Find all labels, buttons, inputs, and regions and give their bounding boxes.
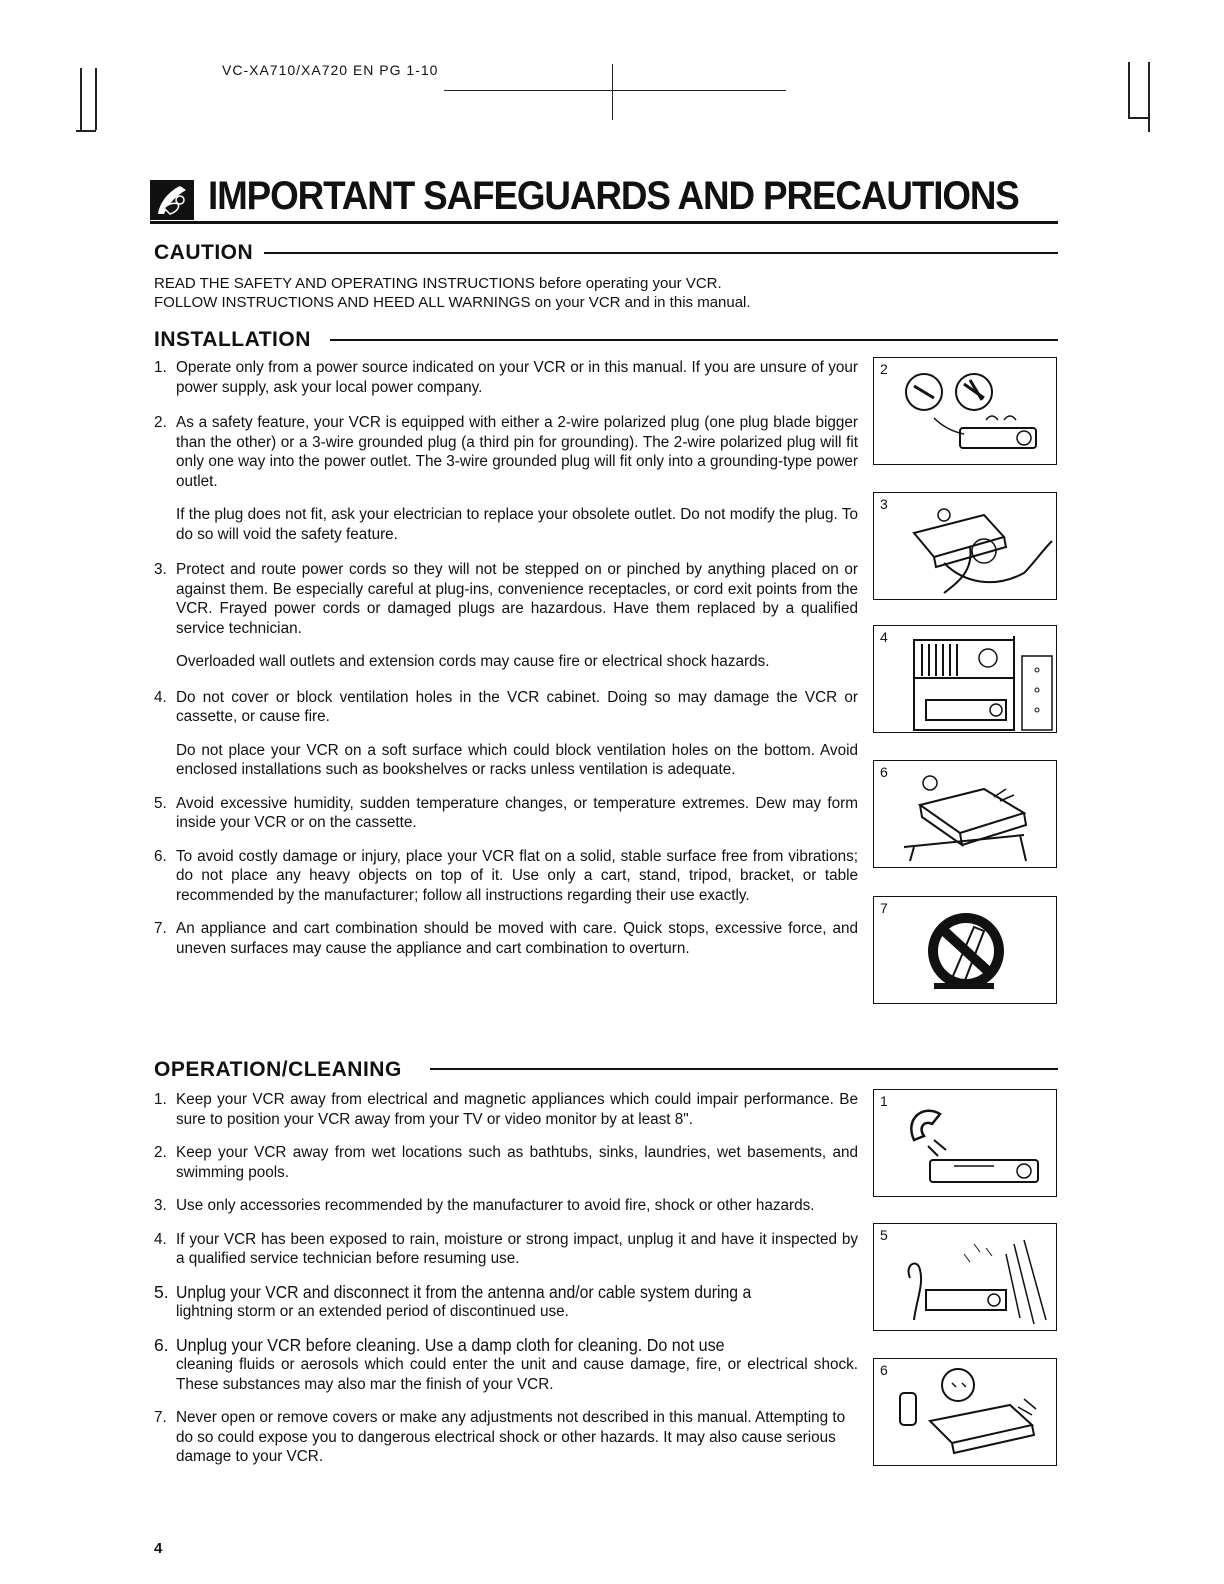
title-block [150, 172, 1060, 220]
caution-line: READ THE SAFETY AND OPERATING INSTRUCTIONS before operating your VCR. [154, 275, 722, 292]
crop-mark [95, 68, 97, 130]
caution-rule [264, 252, 1058, 254]
plug-illustration-icon [874, 358, 1056, 464]
installation-rule [330, 339, 1058, 341]
operation-rule [430, 1068, 1058, 1070]
crop-mark [1128, 62, 1130, 118]
figure-number: 6 [880, 1362, 888, 1378]
list-item [154, 919, 858, 958]
item-number: 3. [154, 1197, 167, 1214]
item-subtext: Do not place your VCR on a soft surface which could block ventilation holes on the bottom. Avoid enclosed installations such as bookshelves or racks unless ventilation is adequate. [176, 741, 858, 778]
item-text: cleaning fluids or aerosols which could enter the unit and cause damage, fire, or electrical shock. These substances may also mar the finish of your VCR. [176, 1356, 858, 1393]
cleaning-illustration-icon [874, 1359, 1056, 1465]
list-item [154, 847, 858, 906]
operation-list [154, 1090, 858, 1467]
item-text: Operate only from a power source indicated on your VCR or in this manual. If you are unsure of your power supply, ask your local power company. [176, 359, 858, 396]
item-number: 4. [154, 1230, 167, 1248]
item-text: Avoid excessive humidity, sudden temperature changes, or temperature extremes. Dew may form inside your VCR or on the cassette. [176, 794, 858, 831]
item-subtext: Overloaded wall outlets and extension cords may cause fire or electrical shock hazards. [176, 653, 770, 670]
item-number: 2. [154, 1144, 167, 1161]
crop-mark [80, 68, 82, 130]
list-item [154, 560, 858, 638]
item-subtext: If the plug does not fit, ask your electrician to replace your obsolete outlet. Do not modify the plug. To do so will void the safety feature. [176, 506, 858, 543]
hand-pen-icon [150, 180, 194, 220]
item-text: Do not cover or block ventilation holes in the VCR cabinet. Doing so may damage the VCR or cassette, or cause fire. [176, 688, 858, 725]
item-text: Use only accessories recommended by the manufacturer to avoid fire, shock or other hazards. [176, 1197, 815, 1214]
figure-number: 3 [880, 496, 888, 512]
item-text: Protect and route power cords so they will not be stepped on or pinched by anything placed on or against them. Be especially careful at plug-ins, convenience receptacles, or cord exit points from the VCR. Frayed power cords or damaged plugs are hazardous. Have them replaced by a qualified service technician. [176, 561, 858, 637]
item-text-lead: Unplug your VCR and disconnect it from the antenna and/or cable system during a [176, 1281, 752, 1302]
caution-text [154, 274, 1054, 312]
crop-mark [612, 64, 613, 120]
installation-heading: INSTALLATION [154, 328, 311, 351]
figure-cart [873, 896, 1057, 1004]
item-text: If your VCR has been exposed to rain, moisture or strong impact, unplug it and have it inspected by a qualified service technician before resuming use. [176, 1230, 858, 1267]
list-item [154, 413, 858, 491]
item-text: As a safety feature, your VCR is equipped with either a 2-wire polarized plug (one plug blade bigger than the other) or a 3-wire grounded plug (a third pin for grounding). The 2-wire polarized plug will fit only one way into the power outlet. The 3-wire grounded plug will fit only into a grounding-type power outlet. [176, 414, 858, 490]
caution-line: FOLLOW INSTRUCTIONS AND HEED ALL WARNINGS on your VCR and in this manual. [154, 294, 751, 311]
figure-number: 2 [880, 361, 888, 377]
figure-number: 6 [880, 764, 888, 780]
figure-number: 7 [880, 900, 888, 916]
list-item [154, 1230, 858, 1269]
figure-shelf [873, 625, 1057, 733]
figure-magnet [873, 1089, 1057, 1197]
item-number: 5. [154, 1281, 169, 1302]
cord-illustration-icon [874, 493, 1056, 599]
list-item [154, 1336, 858, 1395]
item-text: Never open or remove covers or make any adjustments not described in this manual. Attempting to do so could expose you to dangerous electrical shock or other hazards. It may also cause serious damage to your VCR. [176, 1409, 846, 1465]
list-item [154, 1196, 858, 1216]
figure-ventilation [873, 760, 1057, 868]
item-text-lead: Unplug your VCR before cleaning. Use a damp cloth for cleaning. Do not use [176, 1334, 725, 1355]
item-number: 7. [154, 920, 167, 937]
item-text: lightning storm or an extended period of discontinued use. [176, 1303, 569, 1320]
list-item [154, 794, 858, 833]
item-text: Keep your VCR away from electrical and magnetic appliances which could impair performance. Be sure to position your VCR away from your TV or video monitor by at least 8". [176, 1091, 858, 1128]
crop-mark [1148, 62, 1150, 132]
water-illustration-icon [874, 1224, 1056, 1330]
item-number: 3. [154, 561, 167, 578]
document-code: VC-XA710/XA720 EN PG 1-10 [222, 62, 439, 78]
crop-mark [76, 130, 96, 132]
item-number: 6. [154, 1334, 169, 1355]
list-item [154, 1143, 858, 1182]
installation-list [154, 358, 858, 958]
magnet-illustration-icon [874, 1090, 1056, 1196]
figure-number: 1 [880, 1093, 888, 1109]
figure-cleaning [873, 1358, 1057, 1466]
figure-number: 5 [880, 1227, 888, 1243]
page-number: 4 [154, 1540, 163, 1557]
item-number: 4. [154, 688, 167, 706]
list-item [154, 1283, 858, 1322]
shelf-illustration-icon [874, 626, 1056, 732]
item-number: 7. [154, 1409, 167, 1426]
item-number: 1. [154, 359, 167, 376]
item-text: Keep your VCR away from wet locations such as bathtubs, sinks, laundries, wet basements, and swimming pools. [176, 1144, 858, 1181]
operation-heading: OPERATION/CLEANING [154, 1058, 402, 1081]
page-title: IMPORTANT SAFEGUARDS AND PRECAUTIONS [208, 174, 1019, 218]
item-number: 5. [154, 794, 167, 812]
figure-plug [873, 357, 1057, 465]
list-item [154, 358, 858, 397]
figure-number: 4 [880, 629, 888, 645]
item-text: An appliance and cart combination should be moved with care. Quick stops, excessive force, and uneven surfaces may cause the appliance and cart combination to overturn. [176, 920, 858, 957]
cart-warning-icon [874, 897, 1056, 1003]
crop-mark [1128, 117, 1148, 119]
caution-heading: CAUTION [154, 241, 254, 264]
list-item [154, 1408, 858, 1467]
title-underline [150, 221, 1058, 224]
item-number: 2. [154, 414, 167, 431]
ventilation-illustration-icon [874, 761, 1056, 867]
crop-mark [444, 90, 786, 91]
figure-water [873, 1223, 1057, 1331]
item-text: To avoid costly damage or injury, place your VCR flat on a solid, stable surface free from vibrations; do not place any heavy objects on top of it. Use only a cart, stand, tripod, bracket, or table recommended by the manufacturer; follow all instructions regarding their use exactly. [176, 847, 858, 904]
list-item [154, 688, 858, 727]
list-item [154, 1090, 858, 1129]
item-number: 1. [154, 1091, 167, 1108]
figure-cord [873, 492, 1057, 600]
item-number: 6. [154, 847, 167, 865]
